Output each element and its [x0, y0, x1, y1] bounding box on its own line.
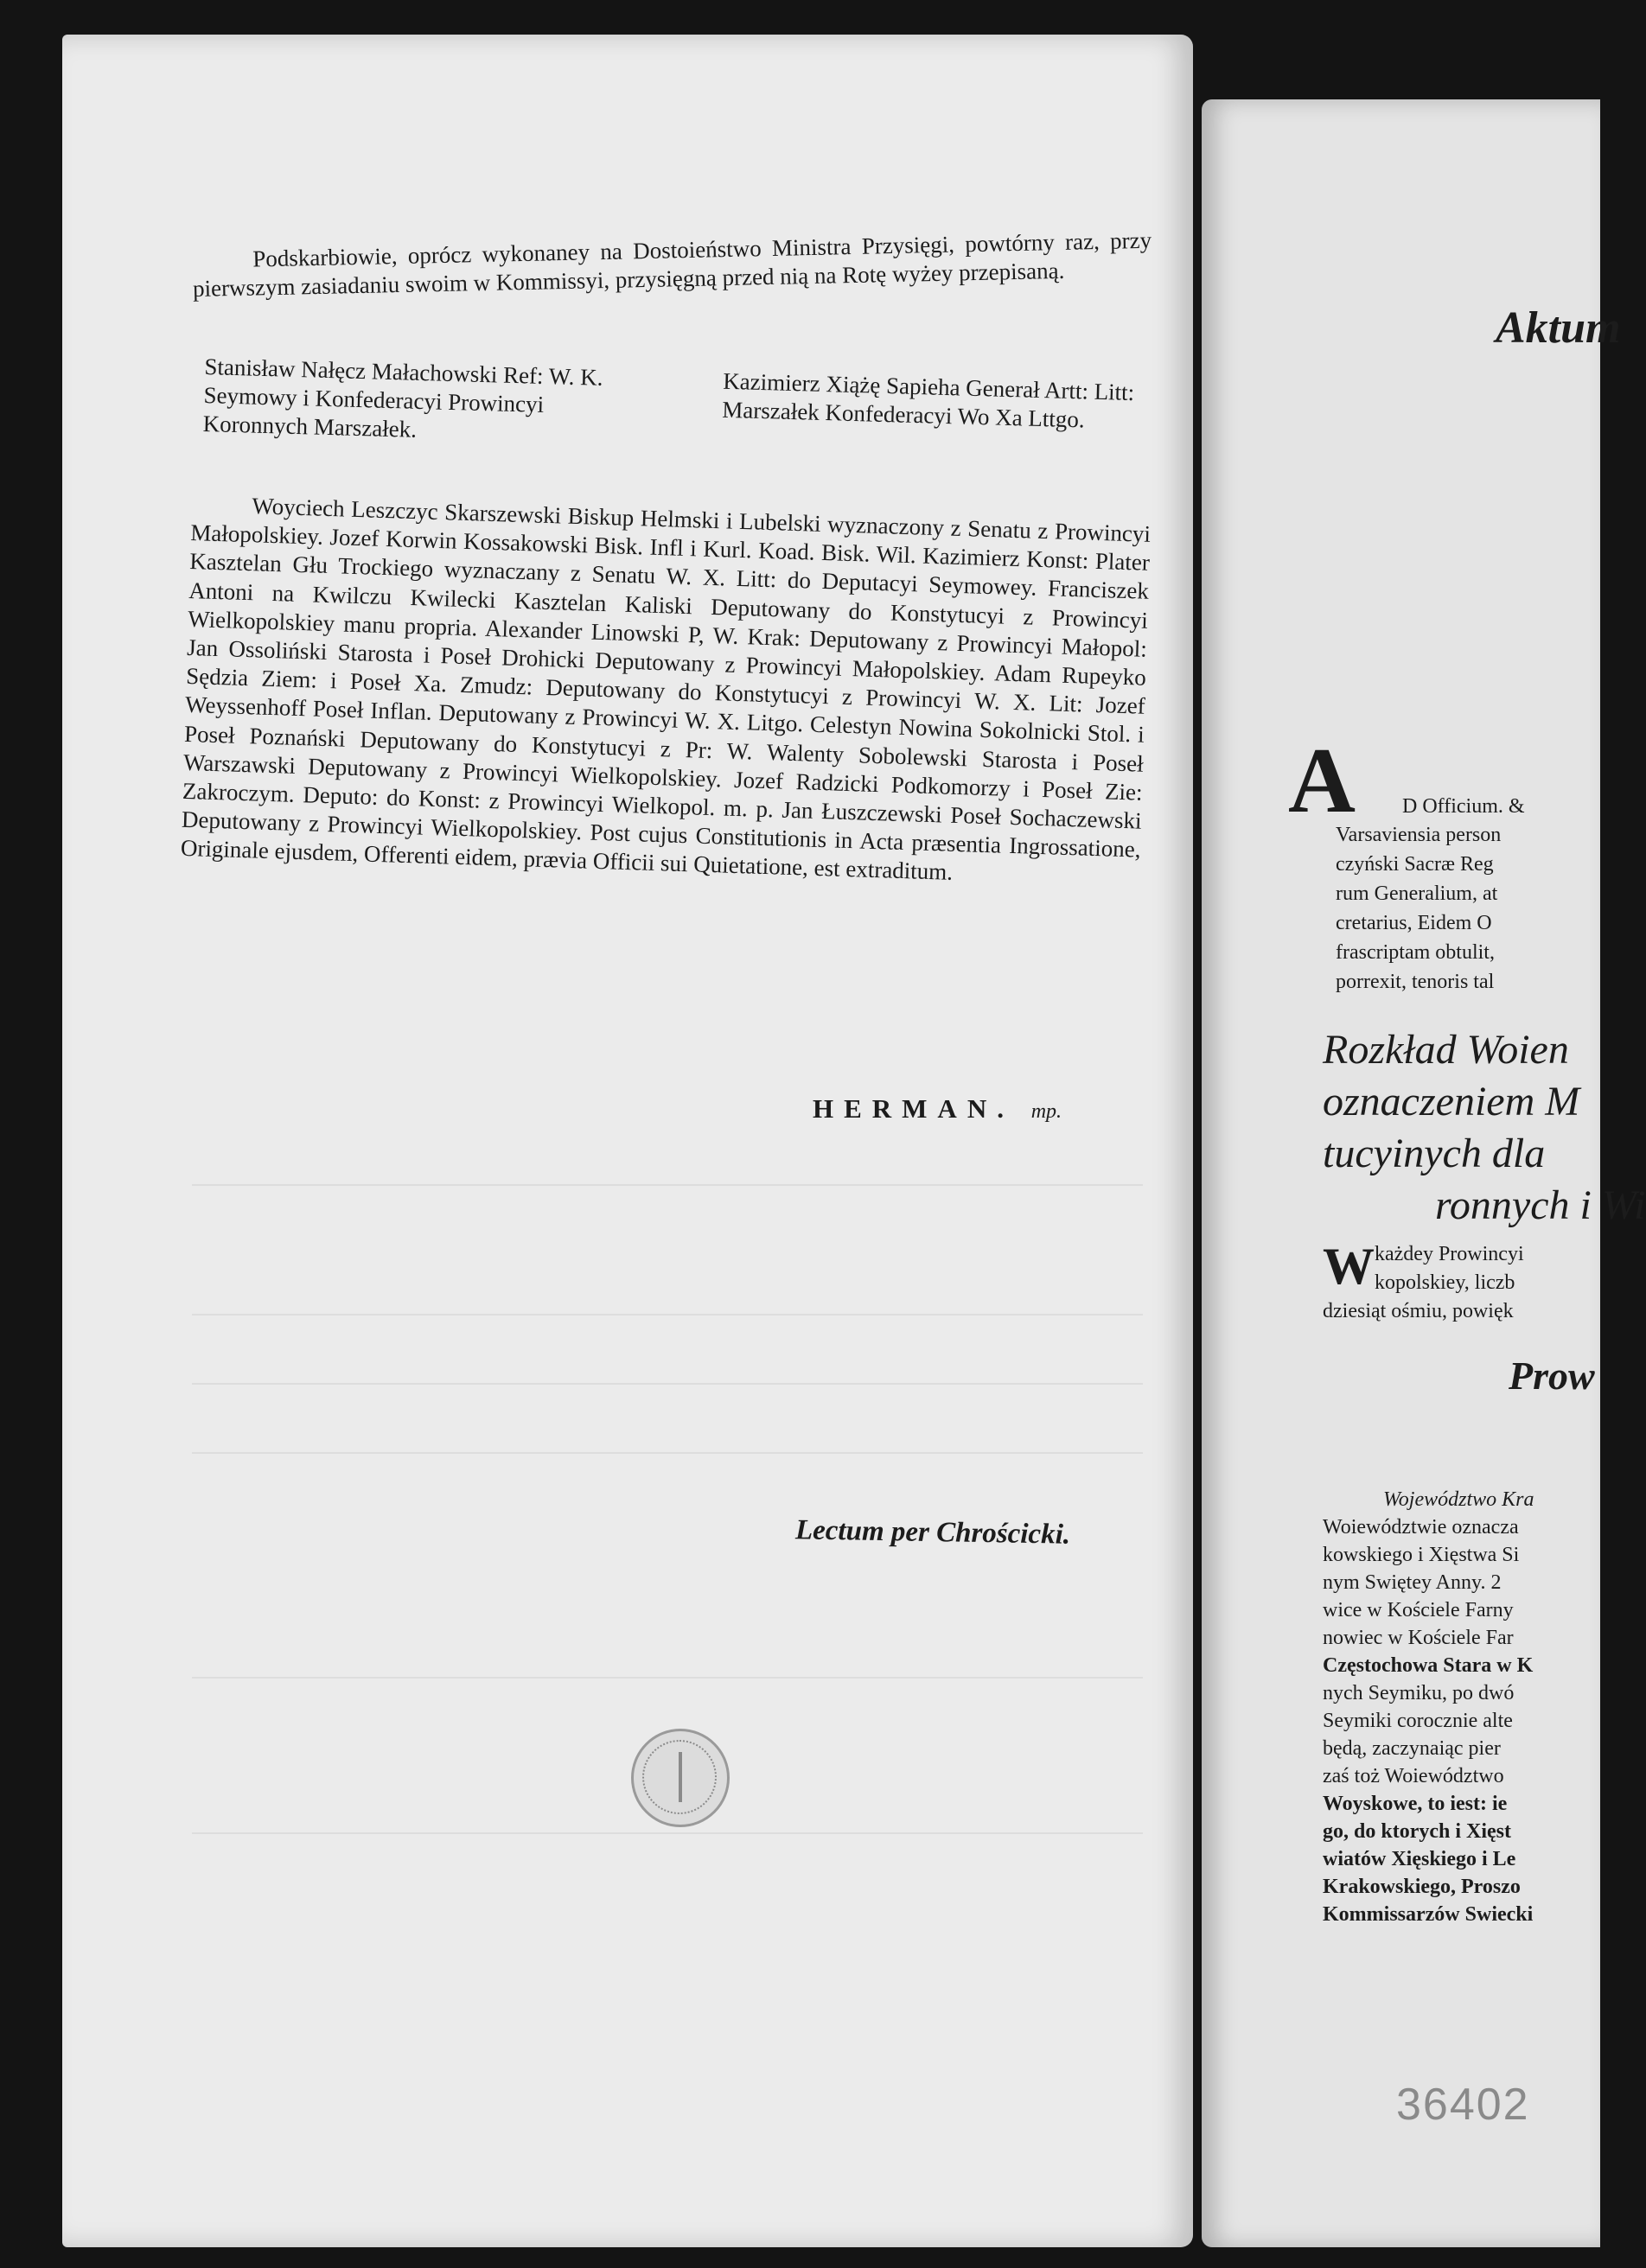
body-line: Częstochowa Stara w K — [1323, 1654, 1534, 1677]
bleed-through-line — [192, 1832, 1143, 1834]
signature-malachowski: Stanisław Nałęcz Małachowski Ref: W. K. Seymowy i Konfederacyi Prowincyi Koronnych Marszałek. — [202, 353, 603, 443]
lectum-note: Lectum per Chrościcki. — [794, 1514, 1071, 1551]
drop-cap-w: W — [1323, 1238, 1375, 1295]
bleed-through-line — [192, 1452, 1143, 1454]
drop-cap-a: A — [1288, 729, 1356, 832]
province-subheading: Prow — [1509, 1354, 1595, 1398]
body-line: go, do ktorych i Xięst — [1323, 1820, 1511, 1843]
body-line: Woiewództwie oznacza — [1323, 1516, 1519, 1539]
body-line: kowskiego i Xięstwa Si — [1323, 1544, 1520, 1566]
body-line: wice w Kościele Farny — [1323, 1599, 1514, 1621]
intro-line: czyński Sacræ Reg — [1336, 853, 1494, 876]
body-line: zaś toż Woiewództwo — [1323, 1765, 1504, 1787]
herman-signature — [813, 1093, 1062, 1124]
bleed-through-line — [192, 1677, 1143, 1679]
intro-line: cretarius, Eidem O — [1336, 912, 1492, 934]
body-line: Kommissarzów Swiecki — [1323, 1903, 1534, 1926]
herman-mp: mp. — [1030, 1100, 1062, 1123]
body-line: wiatów Xięskiego i Le — [1323, 1848, 1516, 1870]
intro-line: porrexit, tenoris tal — [1336, 971, 1495, 993]
body-line: Woyskowe, to iest: ie — [1323, 1793, 1508, 1815]
w-line: każdey Prowincyi — [1375, 1243, 1524, 1265]
shelfmark: 36402 — [1396, 2080, 1530, 2130]
deputies-paragraph: Woyciech Leszczyc Skarszewski Biskup Helmski i Lubelski wyznaczony z Senatu z Prowincyi Małopolskiey. Jozef Korwin Kossakowski Bisk. Infl i Kurl. Koad. Bisk. Wil. Kazimierz Konst: Plater Kasztelan Głu Trockiego wyznaczany z Senatu W. X. Litt: do Deputacyi Seymowey. Franciszek Antoni na Kwilczu Kwilecki Kasztelan Kaliski Deputowany do Konstytucyi z Prowincyi Wielkopolskiey manu propria. Alexander Linowski P, W. Krak: Deputowany z Prowincyi Małopol: Jan Ossoliński Starosta i Poseł Drohicki Deputowany z Prowincyi Małopolskiey. Adam Rupeyko Sędzia Ziem: i Poseł Xa. Zmudz: Deputowany do Konstytucyi z Prowincyi W. X. Lit: Jozef Weyssenhoff Poseł Inflan. Deputowany z Prowincyi W. X. Litgo. Celestyn Nowina Sokolnicki Stol. i Poseł Poznański Deputowany do Konstytucyi z Pr: W. Walenty Sobolewski Starosta i Poseł Warszawski Deputowany z Prowincyi Wielkopolskiey. Jozef Radzicki Podkomorzy i Poseł Zie: Zakroczym. Deputo: do Konst: z Prowincyi Wielkopol. m. p. Jan Łuszczewski Poseł Sochaczewski Deputowany z Prowincyi Wielkopolskiey. Post cujus Constitutionis in Acta præsentia Ingrossatione, Originale ejusdem, Offerenti eidem, prævia Officii sui Quietatione, est extraditum. — [180, 493, 1152, 886]
intro-line: Varsaviensia person — [1336, 824, 1502, 846]
w-line: dziesiąt ośmiu, powięk — [1323, 1300, 1514, 1322]
body-line: nych Seymiku, po dwó — [1323, 1682, 1515, 1704]
bleed-through-line — [192, 1314, 1143, 1316]
signature-sapieha: Kazimierz Xiążę Sapieha Generał Artt: Litt: Marszałek Konfederacyi Wo Xa Lttgo. — [721, 367, 1135, 433]
body-line: nowiec w Kościele Far — [1323, 1627, 1514, 1649]
intro-line: D Officium. & — [1402, 795, 1525, 818]
oath-paragraph: Podskarbiowie, oprócz wykonaney na Dostoieństwo Ministra Przysięgi, powtórny raz, przy pierwszym zasiadaniu swoim w Kommissyi, przysięgną przed nią na Rotę wyżey przepisaną. — [192, 226, 1152, 302]
intro-line: frascriptam obtulit, — [1336, 941, 1495, 964]
body-line: Krakowskiego, Proszo — [1323, 1876, 1521, 1898]
bleed-through-line — [192, 1184, 1143, 1186]
heading-line: oznaczeniem M — [1323, 1079, 1580, 1124]
heading-line: ronnych i Wi — [1435, 1182, 1646, 1228]
library-stamp-icon — [631, 1729, 730, 1827]
intro-line: rum Generalium, at — [1336, 882, 1498, 905]
bleed-through-line — [192, 1383, 1143, 1385]
signature-block — [202, 353, 1156, 443]
heading-line: Rozkład Woien — [1323, 1027, 1569, 1073]
right-page-title: Aktum — [1496, 303, 1621, 353]
right-page — [1202, 99, 1646, 2247]
herman-name: HERMAN. — [813, 1093, 1014, 1124]
left-page — [62, 35, 1193, 2247]
body-line: Województwo Kra — [1383, 1488, 1534, 1511]
body-line: będą, zaczynaiąc pier — [1323, 1737, 1501, 1760]
heading-line: tucyinych dla — [1323, 1131, 1546, 1176]
body-line: Seymiki corocznie alte — [1323, 1710, 1513, 1732]
w-line: kopolskiey, liczb — [1375, 1271, 1515, 1294]
body-line: nym Swiętey Anny. 2 — [1323, 1571, 1502, 1594]
